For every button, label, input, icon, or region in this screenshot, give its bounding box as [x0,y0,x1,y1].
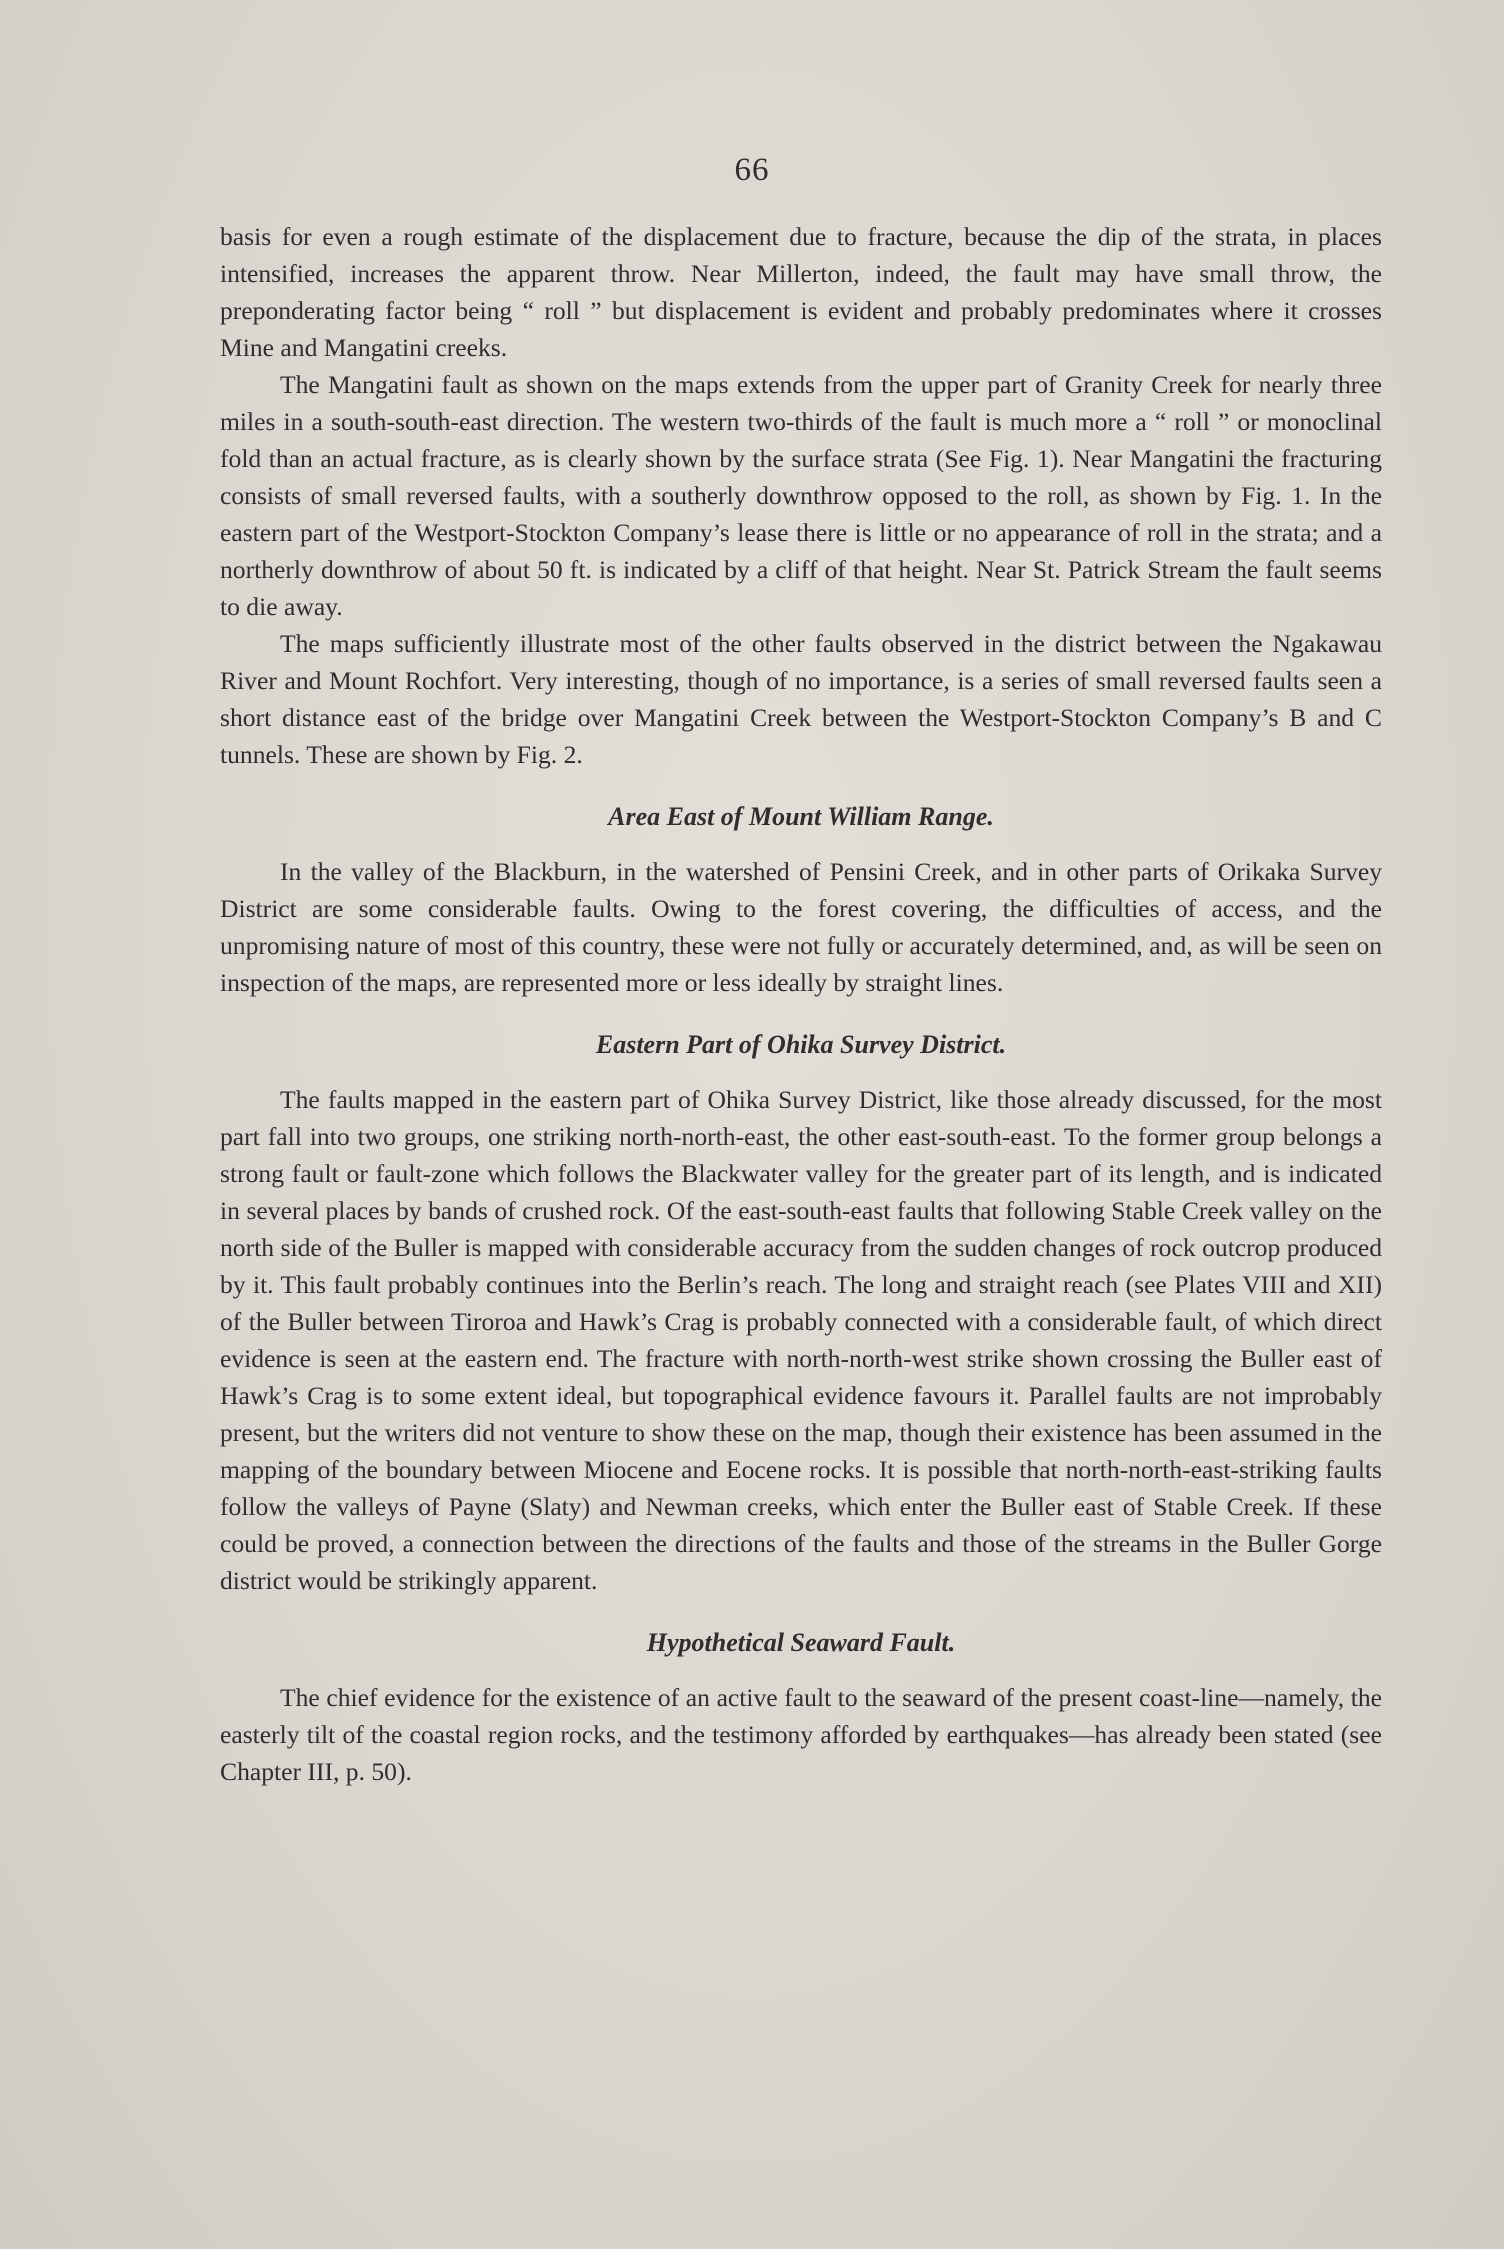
paragraph-mangatini-fault: The Mangatini fault as shown on the maps extends from the upper part of Granity Creek for nearly three miles in a south-south-east direction. The western two-thirds of the fault is much more a “ roll ” or monoclinal fold than an actual fracture, as is clearly shown by the surface strata (See Fig. 1). Near Mangatini the fracturing consists of small reversed faults, with a southerly downthrow opposed to the roll, as shown by Fig. 1. In the eastern part of the Westport-Stockton Company’s lease there is little or no appearance of roll in the strata; and a northerly downthrow of about 50 ft. is indicated by a cliff of that height. Near St. Patrick Stream the fault seems to die away. [220,370,1382,621]
section-heading-seaward-fault: Hypothetical Seaward Fault. [646,1628,956,1657]
page-number: 66 [734,152,770,188]
paragraph-blackburn-valley: In the valley of the Blackburn, in the watershed of Pensini Creek, and in other parts of Orikaka Survey District are some considerable faults. Owing to the forest covering, the difficulties of access, and the unpromising nature of most of this country, these were not fully or accurately determined, and, as will be seen on inspection of the maps, are represented more or less ideally by straight lines. [220,857,1382,997]
page-body [220,218,1382,1790]
paragraph-other-faults: The maps sufficiently illustrate most of the other faults observed in the district between the Ngakawau River and Mount Rochfort. Very interesting, though of no importance, is a series of small reversed faults seen a short distance east of the bridge over Mangatini Creek between the Westport-Stockton Company’s B and C tunnels. These are shown by Fig. 2. [220,629,1382,769]
paragraph-ohika-faults: The faults mapped in the eastern part of Ohika Survey District, like those already discussed, for the most part fall into two groups, one striking north-north-east, the other east-south-east. To the former group belongs a strong fault or fault-zone which follows the Blackwater valley for the greater part of its length, and is indicated in several places by bands of crushed rock. Of the east-south-east faults that following Stable Creek valley on the north side of the Buller is mapped with considerable accuracy from the sudden changes of rock outcrop produced by it. This fault probably continues into the Berlin’s reach. The long and straight reach (see Plates VIII and XII) of the Buller between Tiroroa and Hawk’s Crag is probably connected with a considerable fault, of which direct evidence is seen at the eastern end. The fracture with north-north-west strike shown crossing the Buller east of Hawk’s Crag is to some extent ideal, but topographical evidence favours it. Parallel faults are not improbably present, but the writers did not venture to show these on the map, though their existence has been assumed in the mapping of the boundary between Miocene and Eocene rocks. It is possible that north-north-east-striking faults follow the valleys of Payne (Slaty) and Newman creeks, which enter the Buller east of Stable Creek. If these could be proved, a connection between the directions of the faults and those of the streams in the Buller Gorge district would be strikingly apparent. [220,1085,1382,1595]
paragraph-seaward-fault: The chief evidence for the existence of an active fault to the seaward of the present coast-line—namely, the easterly tilt of the coastal region rocks, and the testimony afforded by earthquakes—has already been stated (see Chapter III, p. 50). [220,1683,1382,1786]
paragraph-displacement: basis for even a rough estimate of the displacement due to fracture, because the dip of the strata, in places intensified, increases the apparent throw. Near Millerton, indeed, the fault may have small throw, the preponderating factor being “ roll ” but displacement is evident and probably predominates where it crosses Mine and Mangatini creeks. [220,222,1382,362]
section-heading-mount-william: Area East of Mount William Range. [608,802,994,831]
section-heading-ohika: Eastern Part of Ohika Survey District. [595,1030,1007,1059]
